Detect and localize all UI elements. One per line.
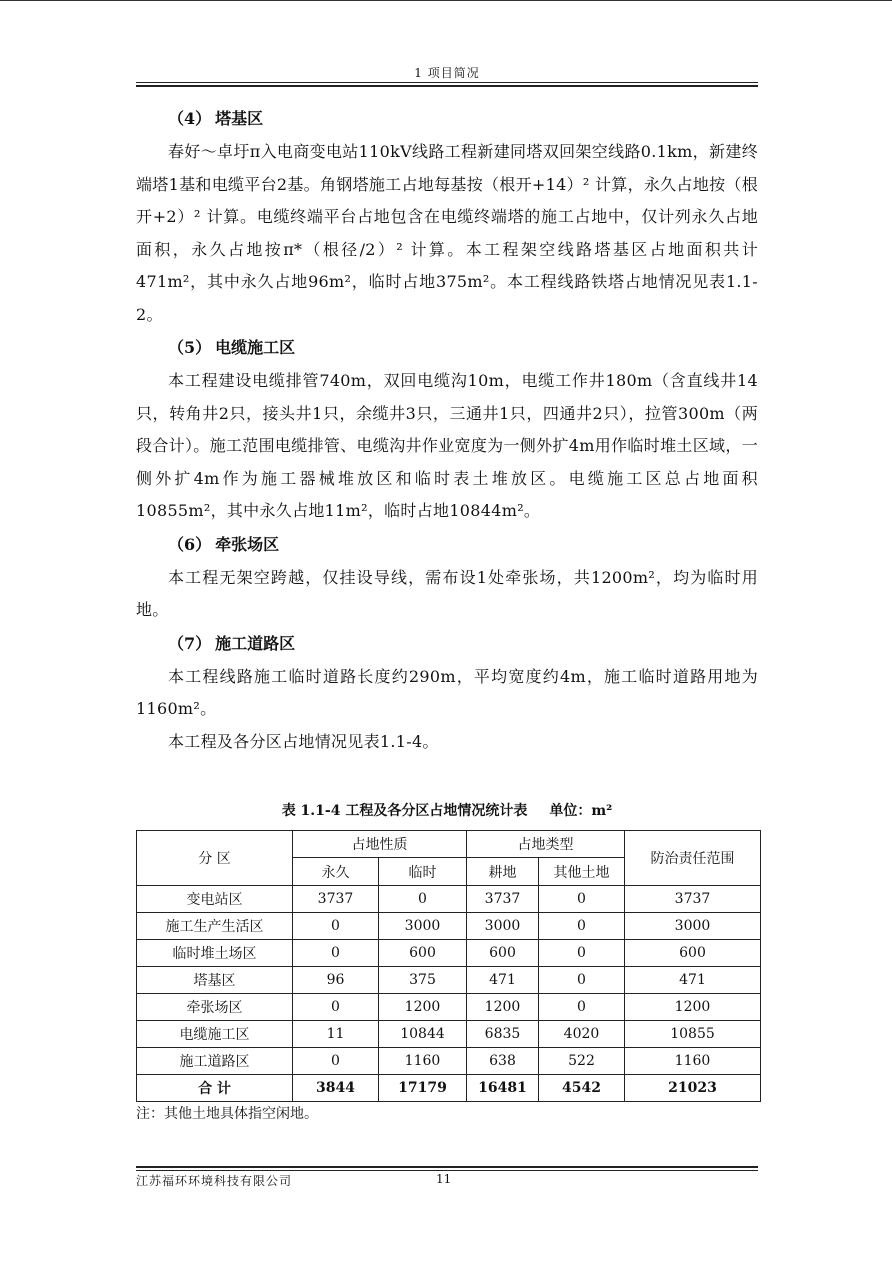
table-row [137, 994, 761, 1021]
section-heading-7: （7） 施工道路区 [168, 633, 296, 653]
cell-farmland: 1200 [467, 994, 539, 1021]
footer-rule [136, 1170, 758, 1171]
cell-other: 0 [539, 886, 625, 913]
section-body-4: 春好～卓圩π入电商变电站110kV线路工程新建同塔双回架空线路0.1km，新建终端塔1基和电缆平台2基。角钢塔施工占地每基按（根开+14）² 计算，永久占地按（根开+2）² 计算。电缆终端平台占地包含在电缆终端塔的施工占地中，仅计列永久占地面积，永久占地按π*（根径/2）² 计算。本工程架空线路塔基区占地面积共计471m²，其中永久占地96m²，临时占地375m²。本工程线路铁塔占地情况见表1.1-2。 [136, 142, 758, 324]
cell-other: 0 [539, 940, 625, 967]
cell-other: 0 [539, 967, 625, 994]
header-nature: 占地性质 [293, 831, 467, 858]
cell-scope: 3737 [625, 886, 761, 913]
cell-permanent: 0 [293, 913, 379, 940]
closing-paragraph: 本工程及各分区占地情况见表1.1-4。 [168, 731, 439, 751]
footer-company: 江苏福环环境科技有限公司 [136, 1174, 293, 1188]
section-body-5: 本工程建设电缆排管740m，双回电缆沟10m，电缆工作井180m（含直线井14只，转角井2只，接头井1只，余缆井3只，三通井1只，四通井2只），拉管300m（两段合计）。施工范围电缆排管、电缆沟井作业宽度为一侧外扩4m用作临时堆土区域，一侧外扩4m作为施工器械堆放区和临时表土堆放区。电缆施工区总占地面积10855m²，其中永久占地11m²，临时占地10844m²。 [136, 371, 758, 520]
section-body-7: 本工程线路施工临时道路长度约290m，平均宽度约4m，施工临时道路用地为1160m²。 [136, 666, 758, 718]
header-other: 其他土地 [539, 858, 625, 886]
cell-permanent: 0 [293, 940, 379, 967]
cell-other: 4020 [539, 1021, 625, 1048]
cell-permanent: 0 [293, 1048, 379, 1075]
running-header: 1 项目简况 [414, 66, 480, 80]
section-heading-5: （5） 电缆施工区 [168, 338, 296, 357]
table-unit: 单位：m² [549, 803, 613, 819]
section-heading-6: （6） 牵张场区 [168, 534, 280, 554]
cell-temporary: 1160 [379, 1048, 467, 1075]
cell-temporary: 1200 [379, 994, 467, 1021]
header-farmland: 耕地 [467, 858, 539, 886]
total-temporary: 17179 [379, 1075, 467, 1102]
header-temporary: 临时 [379, 858, 467, 886]
total-other: 4542 [539, 1075, 625, 1102]
cell-zone: 电缆施工区 [137, 1021, 293, 1048]
table-caption [136, 800, 758, 820]
cell-farmland: 600 [467, 940, 539, 967]
total-scope: 21023 [625, 1075, 761, 1102]
page-number: 11 [436, 1172, 452, 1186]
cell-temporary: 375 [379, 967, 467, 994]
cell-zone: 变电站区 [137, 886, 293, 913]
header-scope: 防治责任范围 [625, 831, 761, 886]
table-body [137, 886, 761, 1102]
table-caption-title: 表 1.1-4 工程及各分区占地情况统计表 [281, 803, 528, 819]
cell-permanent: 0 [293, 994, 379, 1021]
section-heading-4: （4） 塔基区 [168, 109, 264, 128]
total-zone: 合 计 [137, 1075, 293, 1102]
cell-scope: 471 [625, 967, 761, 994]
table-row [137, 940, 761, 967]
header-zone: 分 区 [137, 831, 293, 886]
table-row [137, 967, 761, 994]
header-rule [136, 82, 758, 83]
cell-other: 0 [539, 994, 625, 1021]
cell-zone: 牵张场区 [137, 994, 293, 1021]
table-row [137, 1021, 761, 1048]
cell-permanent: 96 [293, 967, 379, 994]
header-permanent: 永久 [293, 858, 379, 886]
table-note: 注：其他土地具体指空闲地。 [136, 1106, 318, 1122]
table-row [137, 1048, 761, 1075]
cell-temporary: 10844 [379, 1021, 467, 1048]
top-border-line [0, 0, 892, 1]
cell-farmland: 6835 [467, 1021, 539, 1048]
cell-other: 522 [539, 1048, 625, 1075]
cell-farmland: 471 [467, 967, 539, 994]
cell-zone: 施工道路区 [137, 1048, 293, 1075]
header-type: 占地类型 [467, 831, 625, 858]
table-total-row [137, 1075, 761, 1102]
cell-zone: 塔基区 [137, 967, 293, 994]
total-permanent: 3844 [293, 1075, 379, 1102]
cell-scope: 3000 [625, 913, 761, 940]
cell-other: 0 [539, 913, 625, 940]
cell-permanent: 11 [293, 1021, 379, 1048]
header-rule-thick [136, 85, 758, 87]
cell-zone: 施工生产生活区 [137, 913, 293, 940]
cell-scope: 600 [625, 940, 761, 967]
cell-scope: 1160 [625, 1048, 761, 1075]
cell-scope: 10855 [625, 1021, 761, 1048]
cell-temporary: 3000 [379, 913, 467, 940]
cell-farmland: 3000 [467, 913, 539, 940]
table-row [137, 913, 761, 940]
document-body [136, 102, 758, 758]
footer-rule-thick [136, 1166, 758, 1168]
cell-zone: 临时堆土场区 [137, 940, 293, 967]
cell-scope: 1200 [625, 994, 761, 1021]
cell-farmland: 3737 [467, 886, 539, 913]
table-row [137, 886, 761, 913]
cell-permanent: 3737 [293, 886, 379, 913]
land-use-table [136, 830, 761, 1102]
cell-temporary: 600 [379, 940, 467, 967]
total-farmland: 16481 [467, 1075, 539, 1102]
cell-temporary: 0 [379, 886, 467, 913]
section-body-6: 本工程无架空跨越，仅挂设导线，需布设1处牵张场，共1200m²，均为临时用地。 [136, 567, 758, 619]
cell-farmland: 638 [467, 1048, 539, 1075]
